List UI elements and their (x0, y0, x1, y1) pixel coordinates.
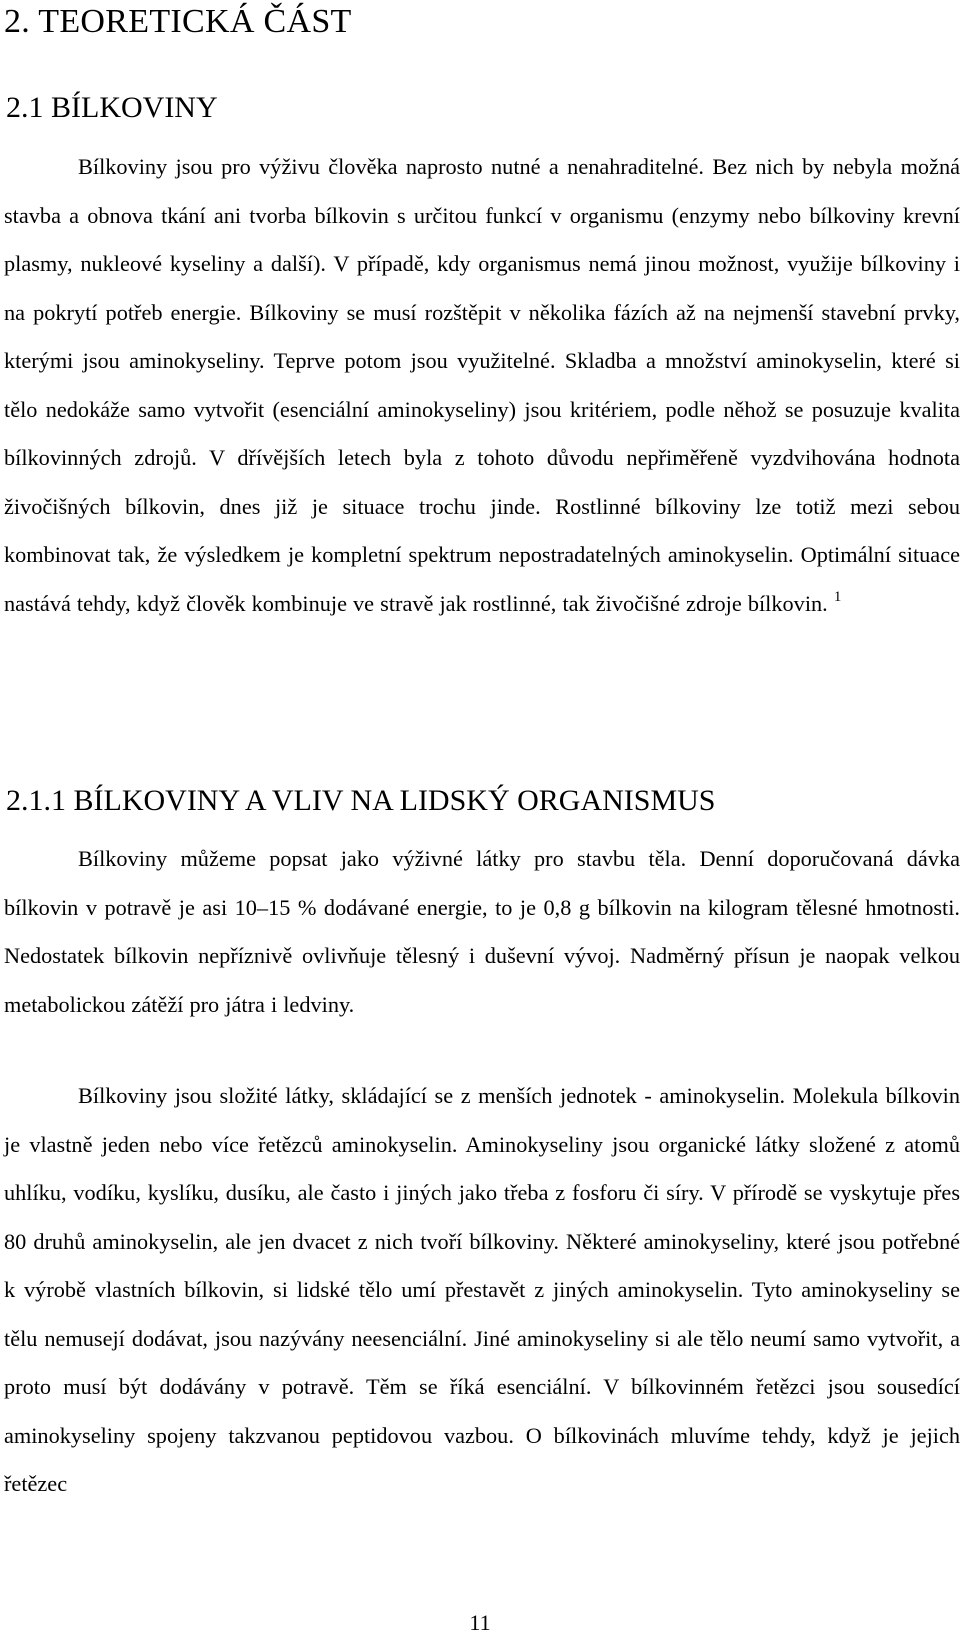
body-paragraph-3: Bílkoviny jsou složité látky, skládající se z menších jednotek - aminokyselin. Molekula bílkovin je vlastně jeden nebo více řetězců aminokyselin. Aminokyseliny jsou organické látky složené z atomů uhlíku, vodíku, kyslíku, dusíku, ale často i jiných jako třeba z fosforu či síry. V přírodě se vyskytuje přes 80 druhů aminokyselin, ale jen dvacet z nich tvoří bílkoviny. Některé aminokyseliny, které jsou potřebné k výrobě vlastních bílkovin, si lidské tělo umí přestavět z jiných aminokyselin. Tyto aminokyseliny se tělu nemusejí dodávat, jsou nazývány neesenciální. Jiné aminokyseliny si ale tělo neumí samo vytvořit, a proto musí být dodávány v potravě. Těm se říká esenciální. V bílkovinném řetězci jsou sousedící aminokyseliny spojeny takzvanou peptidovou vazbou. O bílkovinách mluvíme tehdy, když je jejich řetězec (4, 1083, 960, 1496)
body-paragraph-1 (4, 143, 960, 628)
footnote-reference: 1 (833, 588, 842, 605)
paragraph-1-text: Bílkoviny jsou pro výživu člověka naprosto nutné a nenahraditelné. Bez nich by nebyla možná stavba a obnova tkání ani tvorba bílkovin s určitou funkcí v organismu (enzymy nebo bílkoviny krevní plasmy, nukleové kyseliny a další). V případě, kdy organismus nemá jinou možnost, využije bílkoviny i na pokrytí potřeb energie. Bílkoviny se musí rozštěpit v několika fázích až na nejmenší stavební prvky, kterými jsou aminokyseliny. Teprve potom jsou využitelné. Skladba a množství aminokyselin, které si tělo nedokáže samo vytvořit (esenciální aminokyseliny) jsou kritériem, podle něhož se posuzuje kvalita bílkovinných zdrojů. V dřívějších letech byla z tohoto důvodu nepřiměřeně vyzdvihována hodnota živočišných bílkovin, dnes již je situace trochu jinde. Rostlinné bílkoviny lze totiž mezi sebou kombinovat tak, že výsledkem je kompletní spektrum nepostradatelných aminokyselin. Optimální situace nastává tehdy, když člověk kombinuje ve stravě jak rostlinné, tak živočišné zdroje bílkovin. (4, 154, 960, 616)
page-number: 11 (469, 1610, 491, 1635)
section-heading: 2.1 BÍLKOVINY (6, 91, 218, 124)
chapter-heading: 2. TEORETICKÁ ČÁST (4, 3, 352, 40)
body-paragraph-2: Bílkoviny můžeme popsat jako výživné látky pro stavbu těla. Denní doporučovaná dávka bílkovin v potravě je asi 10–15 % dodávané energie, to je 0,8 g bílkovin na kilogram tělesné hmotnosti. Nedostatek bílkovin nepříznivě ovlivňuje tělesný i duševní vývoj. Nadměrný přísun je naopak velkou metabolickou zátěží pro játra i ledviny. (4, 846, 960, 1017)
subsection-heading: 2.1.1 BÍLKOVINY A VLIV NA LIDSKÝ ORGANISMUS (6, 784, 716, 817)
